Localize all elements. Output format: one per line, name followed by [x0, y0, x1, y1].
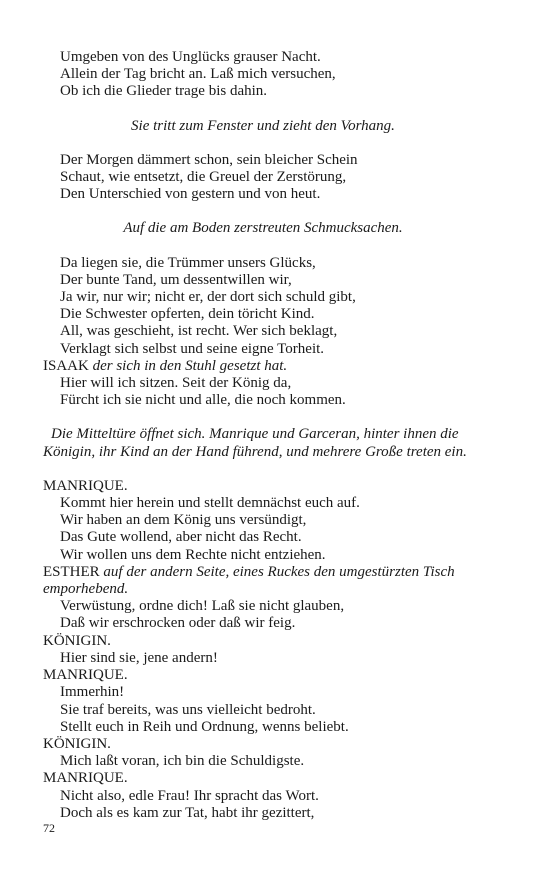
- verse-line: All, was geschieht, ist recht. Wer sich beklagt,: [60, 323, 338, 340]
- verse-line: Der bunte Tand, um dessentwillen wir,: [60, 271, 292, 288]
- speaker-name: MANRIQUE.: [43, 667, 128, 684]
- verse-line: Kommt hier herein und stellt demnächst euch auf.: [60, 495, 360, 512]
- speaker-line: [43, 358, 483, 375]
- verse-line: Mich laßt voran, ich bin die Schuldigste.: [60, 753, 305, 770]
- verse-line: Da liegen sie, die Trümmer unsers Glücks,: [60, 254, 316, 271]
- verse-line: Fürcht ich sie nicht und alle, die noch kommen.: [60, 392, 346, 409]
- verse-line: Der Morgen dämmert schon, sein bleicher Schein: [60, 151, 358, 168]
- page-text: [43, 49, 483, 822]
- stage-direction: Sie tritt zum Fenster und zieht den Vorhang.: [131, 117, 395, 134]
- verse-line: Umgeben von des Unglücks grauser Nacht.: [60, 49, 321, 65]
- verse-line: Hier sind sie, jene andern!: [60, 649, 218, 666]
- speaker-name: MANRIQUE.: [43, 477, 128, 494]
- verse-line: Verwüstung, ordne dich! Laß sie nicht glauben,: [60, 598, 345, 615]
- stage-direction: Königin, ihr Kind an der Hand führend, und mehrere Große treten ein.: [43, 443, 467, 460]
- verse-line: Sie traf bereits, was uns vielleicht bedroht.: [60, 701, 316, 718]
- verse-line: Schaut, wie entsetzt, die Greuel der Zerstörung,: [60, 169, 347, 186]
- spacer: [43, 461, 483, 478]
- speaker-name: MANRIQUE.: [43, 770, 128, 787]
- speaker-direction: der sich in den Stuhl gesetzt hat.: [92, 357, 288, 374]
- stage-direction: Die Mitteltüre öffnet sich. Manrique und Garceran, hinter ihnen die: [51, 426, 459, 443]
- speaker-name: ESTHER: [43, 563, 100, 580]
- spacer: [43, 101, 483, 118]
- page-number: 72: [43, 821, 55, 835]
- verse-line: Stellt euch in Reih und Ordnung, wenns beliebt.: [60, 718, 349, 735]
- verse-line: Immerhin!: [60, 684, 125, 701]
- verse-line: Doch als es kam zur Tat, habt ihr gezittert,: [60, 804, 315, 821]
- stage-direction: Auf die am Boden zerstreuten Schmucksachen.: [123, 220, 403, 237]
- verse-line: Ja wir, nur wir; nicht er, der dort sich schuld gibt,: [60, 289, 356, 306]
- verse-line: Ob ich die Glieder trage bis dahin.: [60, 83, 268, 100]
- spacer: [43, 135, 483, 152]
- verse-line: Nicht also, edle Frau! Ihr spracht das Wort.: [60, 787, 319, 804]
- verse-line: Die Schwester opferten, dein töricht Kind.: [60, 306, 315, 323]
- speaker-direction: auf der andern Seite, eines Ruckes den umgestürzten Tisch: [103, 563, 455, 580]
- verse-line: Wir wollen uns dem Rechte nicht entziehen.: [60, 546, 326, 563]
- verse-line: Allein der Tag bricht an. Laß mich versuchen,: [60, 66, 336, 83]
- speaker-direction: emporhebend.: [43, 581, 129, 598]
- verse-line: Das Gute wollend, aber nicht das Recht.: [60, 529, 302, 546]
- verse-line: Den Unterschied von gestern und von heut.: [60, 186, 321, 203]
- verse-line: Verklagt sich selbst und seine eigne Torheit.: [60, 340, 325, 357]
- verse-line: Wir haben an dem König uns versündigt,: [60, 512, 307, 529]
- verse-line: Daß wir erschrocken oder daß wir feig.: [60, 615, 296, 632]
- verse-line: Hier will ich sitzen. Seit der König da,: [60, 375, 292, 392]
- spacer: [43, 238, 483, 255]
- spacer: [43, 409, 483, 426]
- spacer: [43, 203, 483, 220]
- speaker-name: KÖNIGIN.: [43, 632, 111, 649]
- speaker-name: ISAAK: [43, 357, 89, 374]
- speaker-line: [43, 564, 483, 581]
- speaker-name: KÖNIGIN.: [43, 735, 111, 752]
